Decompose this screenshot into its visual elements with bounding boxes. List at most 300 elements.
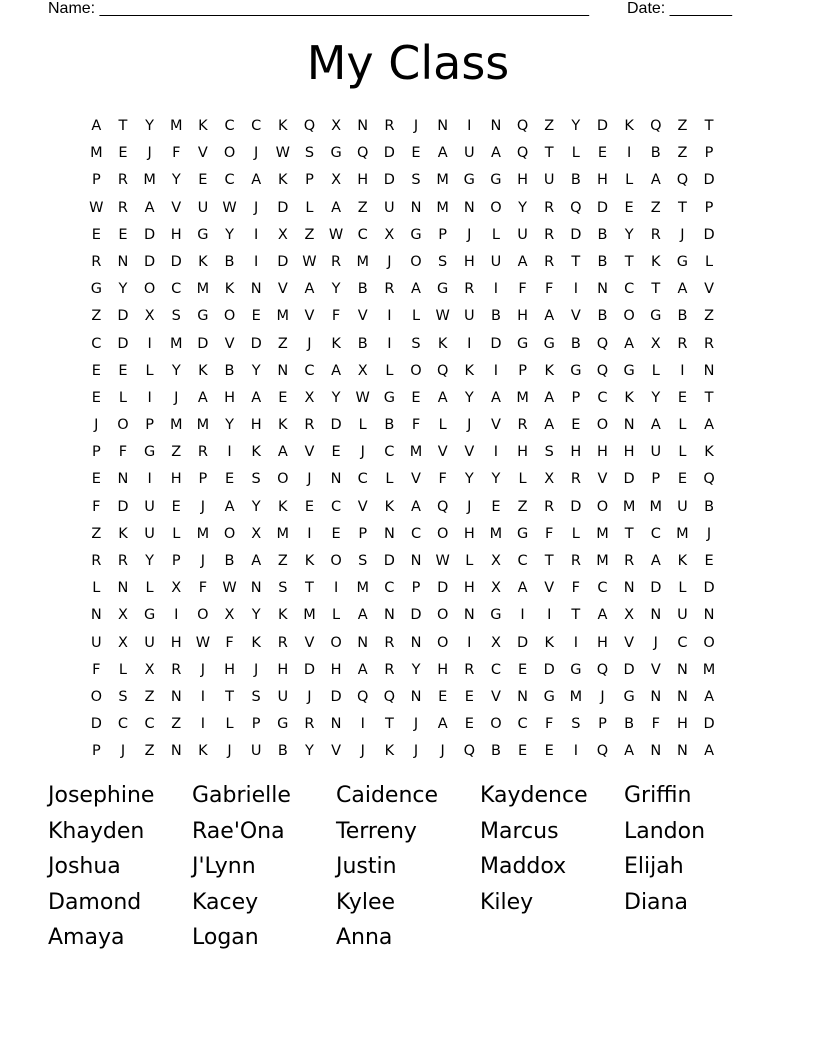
grid-letter: I [467, 335, 472, 352]
grid-letter: W [275, 145, 290, 162]
grid-letter: O [436, 634, 449, 651]
grid-letter: X [277, 226, 288, 243]
grid-letter: I [174, 607, 179, 624]
grid-letter: A [357, 607, 368, 624]
grid-letter: G [490, 172, 502, 189]
grid-letter: R [384, 661, 395, 678]
grid-letter: E [438, 688, 448, 705]
grid-letter: R [544, 226, 555, 243]
grid-letter: A [437, 389, 448, 406]
grid-letter: B [597, 226, 608, 243]
grid-letter: D [437, 580, 449, 597]
grid-letter: E [544, 743, 554, 760]
grid-letter: C [517, 553, 528, 569]
grid-letter: T [571, 253, 581, 270]
grid-letter: Y [331, 281, 341, 298]
grid-letter: R [384, 634, 395, 651]
grid-letter: D [516, 634, 529, 651]
grid-letter: B [490, 308, 501, 325]
grid-letter: L [411, 308, 421, 325]
grid-letter: P [438, 226, 448, 243]
grid-letter: G [383, 389, 395, 406]
grid-letter: A [251, 389, 262, 406]
grid-letter: L [625, 172, 634, 189]
grid-letter: C [384, 444, 395, 461]
grid-letter: F [545, 525, 554, 542]
grid-letter: N [703, 607, 715, 624]
grid-letter: K [278, 172, 288, 189]
grid-letter: B [490, 743, 501, 760]
grid-letter: H [597, 634, 608, 651]
grid-letter: U [384, 199, 395, 216]
grid-letter: D [170, 253, 182, 270]
grid-letter: K [624, 118, 634, 134]
grid-letter: I [547, 607, 552, 624]
grid-letter: N [463, 607, 475, 624]
grid-letter: N [383, 525, 395, 542]
grid-letter: A [704, 688, 715, 705]
grid-letter: U [677, 498, 688, 515]
grid-letter: I [387, 335, 392, 352]
header [48, 0, 748, 20]
grid-letter: Q [436, 498, 449, 515]
grid-letter: J [413, 743, 419, 760]
grid-letter: X [331, 118, 342, 134]
grid-letter: W [222, 580, 237, 597]
grid-letter: D [117, 335, 129, 352]
grid-letter: L [705, 253, 714, 270]
grid-letter: W [89, 199, 104, 216]
grid-letter: G [623, 688, 635, 705]
grid-letter: K [251, 634, 261, 651]
grid-letter: Q [463, 743, 475, 760]
grid-letter: V [624, 634, 635, 651]
grid-letter: S [438, 253, 448, 270]
grid-letter: F [331, 308, 341, 325]
grid-letter: D [650, 580, 662, 597]
grid-letter: D [330, 417, 342, 434]
grid-letter: P [251, 716, 261, 733]
grid-letter: Y [145, 553, 155, 569]
grid-letter: Y [145, 118, 155, 134]
grid-letter: F [225, 634, 234, 651]
grid-letter: J [413, 118, 419, 134]
grid-letter: M [356, 253, 369, 270]
grid-letter: E [91, 226, 101, 243]
grid-letter: R [570, 553, 581, 569]
grid-letter: Y [571, 118, 581, 134]
grid-letter: V [464, 444, 475, 461]
grid-letter: E [118, 145, 128, 162]
word-list-item: Josephine [48, 783, 155, 808]
grid-letter: O [410, 362, 422, 379]
grid-letter: P [145, 417, 154, 434]
grid-letter: Z [144, 688, 155, 705]
grid-letter: M [516, 389, 529, 406]
word-list-item: Kaydence [480, 783, 588, 808]
grid-letter: M [196, 281, 210, 298]
grid-letter: I [254, 226, 259, 243]
grid-letter: F [92, 498, 101, 515]
grid-letter: U [490, 253, 502, 270]
grid-letter: Y [251, 498, 261, 515]
grid-letter: V [704, 281, 715, 298]
grid-letter: I [360, 716, 365, 733]
grid-letter: H [676, 716, 688, 733]
word-list-item: Logan [192, 925, 259, 951]
grid-letter: K [437, 335, 448, 352]
grid-letter: D [383, 145, 395, 162]
grid-letter: C [597, 580, 608, 597]
grid-letter: X [117, 607, 128, 624]
grid-letter: L [332, 607, 341, 624]
grid-letter: B [277, 743, 288, 760]
grid-letter: A [650, 553, 661, 569]
grid-letter: V [544, 580, 555, 597]
grid-letter: E [91, 471, 101, 488]
grid-letter: M [196, 417, 210, 434]
grid-letter: C [144, 716, 155, 733]
grid-letter: N [117, 580, 129, 597]
grid-letter: I [227, 444, 232, 461]
grid-letter: H [463, 525, 475, 542]
grid-letter: Q [357, 145, 369, 162]
grid-letter: B [624, 716, 635, 733]
grid-letter: O [623, 308, 635, 325]
grid-letter: H [463, 253, 475, 270]
grid-letter: L [118, 389, 127, 406]
grid-letter: A [624, 743, 635, 760]
grid-letter: Y [651, 389, 661, 406]
grid-letter: V [304, 308, 315, 325]
grid-letter: O [117, 417, 129, 434]
grid-letter: X [650, 335, 661, 352]
grid-letter: D [570, 226, 582, 243]
grid-letter: L [92, 580, 101, 597]
grid-letter: N [357, 634, 369, 651]
grid-letter: V [304, 634, 315, 651]
grid-letter: C [490, 661, 501, 678]
grid-letter: H [357, 172, 369, 189]
grid-letter: A [197, 389, 208, 406]
grid-letter: A [437, 145, 448, 162]
grid-letter: K [198, 118, 208, 134]
grid-letter: S [358, 553, 368, 569]
grid-letter: M [169, 335, 183, 352]
grid-letter: G [330, 145, 342, 162]
grid-letter: Y [491, 471, 501, 488]
grid-letter: H [597, 444, 608, 461]
grid-letter: S [304, 145, 315, 162]
grid-letter: E [677, 471, 687, 488]
grid-letter: D [596, 199, 609, 216]
grid-letter: D [277, 253, 289, 270]
grid-letter: A [437, 716, 448, 733]
grid-letter: D [703, 580, 715, 597]
grid-letter: K [704, 444, 714, 461]
grid-letter: A [251, 172, 262, 189]
grid-letter: Y [118, 281, 128, 298]
grid-letter: G [676, 253, 689, 270]
grid-letter: V [331, 743, 342, 760]
grid-letter: B [597, 253, 608, 270]
grid-letter: Q [703, 471, 715, 488]
grid-letter: P [305, 172, 314, 189]
grid-letter: M [702, 661, 716, 678]
grid-letter: C [224, 118, 235, 134]
grid-letter: W [195, 634, 211, 651]
grid-letter: H [170, 226, 182, 243]
grid-letter: R [650, 226, 661, 243]
grid-letter: I [573, 281, 578, 298]
grid-letter: K [198, 743, 208, 760]
grid-letter: N [517, 688, 528, 705]
grid-letter: C [597, 389, 608, 406]
grid-letter: X [144, 308, 155, 325]
word-list-item: Anna [336, 925, 393, 951]
word-list-item: Kylee [336, 889, 396, 915]
grid-letter: S [171, 308, 181, 325]
grid-letter: J [706, 525, 712, 542]
grid-letter: D [570, 498, 582, 515]
grid-letter: X [624, 607, 635, 624]
grid-letter: I [520, 607, 525, 624]
grid-letter: J [467, 498, 472, 515]
word-list-item: Kiley [480, 889, 534, 915]
grid-letter: I [626, 145, 632, 162]
grid-letter: R [384, 281, 395, 298]
grid-letter: V [437, 444, 448, 461]
grid-letter: Y [225, 226, 234, 243]
grid-letter: H [330, 661, 342, 678]
grid-letter: N [170, 688, 182, 705]
word-list-item: J'Lynn [192, 854, 256, 880]
grid-letter: C [624, 281, 635, 298]
grid-letter: V [357, 498, 368, 515]
grid-letter: Q [676, 172, 689, 189]
grid-letter: U [543, 172, 555, 189]
grid-letter: E [411, 145, 421, 162]
grid-letter: I [147, 389, 152, 406]
grid-letter: R [677, 335, 688, 352]
grid-letter: G [197, 226, 209, 243]
grid-letter: H [597, 172, 608, 189]
grid-letter: W [355, 389, 370, 406]
grid-letter: A [357, 661, 368, 678]
grid-letter: D [410, 607, 422, 624]
grid-letter: K [331, 335, 341, 352]
grid-letter: I [493, 281, 499, 298]
grid-letter: A [411, 498, 421, 515]
grid-letter: I [467, 634, 472, 651]
grid-letter: O [197, 607, 209, 624]
grid-letter: L [118, 661, 127, 678]
grid-letter: D [250, 335, 262, 352]
grid-letter: S [411, 335, 421, 352]
grid-letter: C [677, 634, 688, 651]
grid-letter: B [677, 308, 688, 325]
grid-letter: E [597, 145, 608, 162]
grid-letter: L [651, 362, 660, 379]
grid-letter: H [224, 661, 235, 678]
word-list-item: Gabrielle [192, 783, 291, 808]
grid-letter: K [278, 498, 288, 515]
grid-letter: M [489, 525, 503, 542]
grid-letter: G [490, 607, 502, 624]
grid-letter: M [90, 145, 103, 162]
grid-letter: C [384, 580, 395, 597]
grid-letter: O [330, 553, 342, 569]
grid-letter: V [171, 199, 182, 216]
grid-letter: R [197, 444, 208, 461]
grid-letter: A [704, 743, 715, 760]
grid-letter: C [650, 525, 661, 542]
grid-letter: A [490, 389, 501, 406]
grid-letter: J [227, 743, 232, 760]
word-list-item: Joshua [48, 854, 121, 880]
grid-letter: D [703, 226, 715, 243]
grid-letter: A [490, 145, 501, 162]
word-list-item: Diana [624, 889, 688, 915]
grid-letter: D [623, 661, 635, 678]
grid-letter: F [411, 417, 421, 434]
grid-letter: Y [411, 661, 421, 678]
grid-letter: G [463, 172, 475, 189]
grid-letter: W [222, 199, 237, 216]
grid-letter: E [704, 553, 714, 569]
grid-letter: K [278, 607, 288, 624]
grid-letter: Y [518, 199, 527, 216]
grid-letter: Q [436, 362, 449, 379]
grid-letter: F [571, 580, 581, 597]
grid-letter: Z [91, 308, 102, 325]
grid-letter: J [360, 444, 365, 461]
grid-letter: S [544, 444, 554, 461]
grid-letter: M [169, 417, 183, 434]
grid-letter: M [196, 525, 210, 542]
grid-letter: M [596, 525, 609, 542]
grid-letter: A [544, 389, 555, 406]
word-list-item: Maddox [480, 854, 567, 880]
grid-letter: G [516, 525, 529, 542]
grid-letter: R [304, 417, 315, 434]
grid-letter: Y [305, 743, 314, 760]
grid-letter: R [570, 471, 581, 488]
grid-letter: B [570, 172, 581, 189]
grid-letter: N [170, 743, 182, 760]
grid-letter: C [357, 226, 368, 243]
grid-letter: L [571, 525, 580, 542]
grid-letter: N [623, 417, 635, 434]
grid-letter: L [225, 716, 234, 733]
grid-letter: R [544, 253, 555, 270]
grid-letter: R [464, 281, 475, 298]
grid-letter: G [570, 661, 582, 678]
grid-letter: G [543, 688, 555, 705]
grid-letter: I [147, 335, 152, 352]
grid-letter: U [144, 634, 155, 651]
grid-letter: A [277, 444, 288, 461]
grid-letter: D [117, 308, 129, 325]
grid-letter: X [357, 362, 368, 379]
grid-letter: H [437, 661, 449, 678]
grid-letter: E [624, 199, 634, 216]
grid-letter: R [91, 553, 102, 569]
grid-letter: R [704, 335, 715, 352]
grid-letter: P [91, 172, 101, 189]
grid-letter: N [676, 661, 688, 678]
grid-letter: K [464, 362, 475, 379]
grid-letter: Q [383, 688, 396, 705]
word-list-item: Kacey [192, 889, 259, 915]
grid-letter: J [120, 743, 126, 760]
grid-letter: H [463, 580, 475, 597]
grid-letter: K [224, 281, 235, 298]
grid-letter: A [517, 580, 528, 597]
grid-letter: J [200, 498, 206, 515]
grid-letter: A [331, 362, 342, 379]
grid-letter: D [144, 253, 156, 270]
grid-letter: W [328, 226, 344, 243]
grid-letter: O [90, 688, 103, 705]
word-list-item: Amaya [48, 925, 125, 951]
grid-letter: D [383, 172, 395, 189]
grid-letter: J [440, 743, 445, 760]
grid-letter: Z [91, 525, 102, 542]
grid-letter: N [650, 688, 662, 705]
grid-letter: E [491, 498, 501, 515]
grid-letter: O [410, 253, 422, 270]
grid-letter: A [624, 335, 635, 352]
grid-letter: P [198, 471, 208, 488]
grid-letter: X [304, 389, 315, 406]
grid-letter: I [254, 253, 259, 270]
grid-letter: I [333, 580, 339, 597]
word-list-item: Justin [336, 854, 397, 880]
grid-letter: N [117, 471, 129, 488]
grid-letter: E [517, 661, 528, 678]
grid-letter: O [143, 281, 156, 298]
grid-letter: G [143, 607, 156, 624]
grid-letter: J [307, 688, 312, 705]
word-list [48, 778, 768, 956]
grid-letter: U [463, 308, 475, 325]
grid-letter: B [597, 308, 608, 325]
grid-letter: Y [171, 172, 181, 189]
grid-letter: B [704, 498, 715, 515]
word-list-item: Griffin [624, 783, 692, 808]
grid-letter: N [410, 199, 422, 216]
grid-letter: Z [171, 444, 182, 461]
grid-letter: D [543, 661, 555, 678]
grid-letter: X [490, 553, 501, 569]
grid-letter: Y [464, 471, 474, 488]
grid-letter: R [117, 199, 128, 216]
grid-letter: A [251, 553, 262, 569]
grid-letter: C [91, 335, 102, 352]
grid-letter: V [277, 281, 288, 298]
grid-letter: Q [650, 118, 662, 134]
grid-letter: U [144, 498, 155, 515]
grid-letter: K [118, 525, 128, 542]
grid-letter: E [91, 389, 101, 406]
grid-letter: S [571, 716, 581, 733]
grid-letter: X [544, 471, 555, 488]
grid-letter: G [650, 308, 662, 325]
grid-letter: S [411, 172, 421, 189]
grid-letter: H [517, 444, 529, 461]
grid-letter: K [624, 389, 634, 406]
